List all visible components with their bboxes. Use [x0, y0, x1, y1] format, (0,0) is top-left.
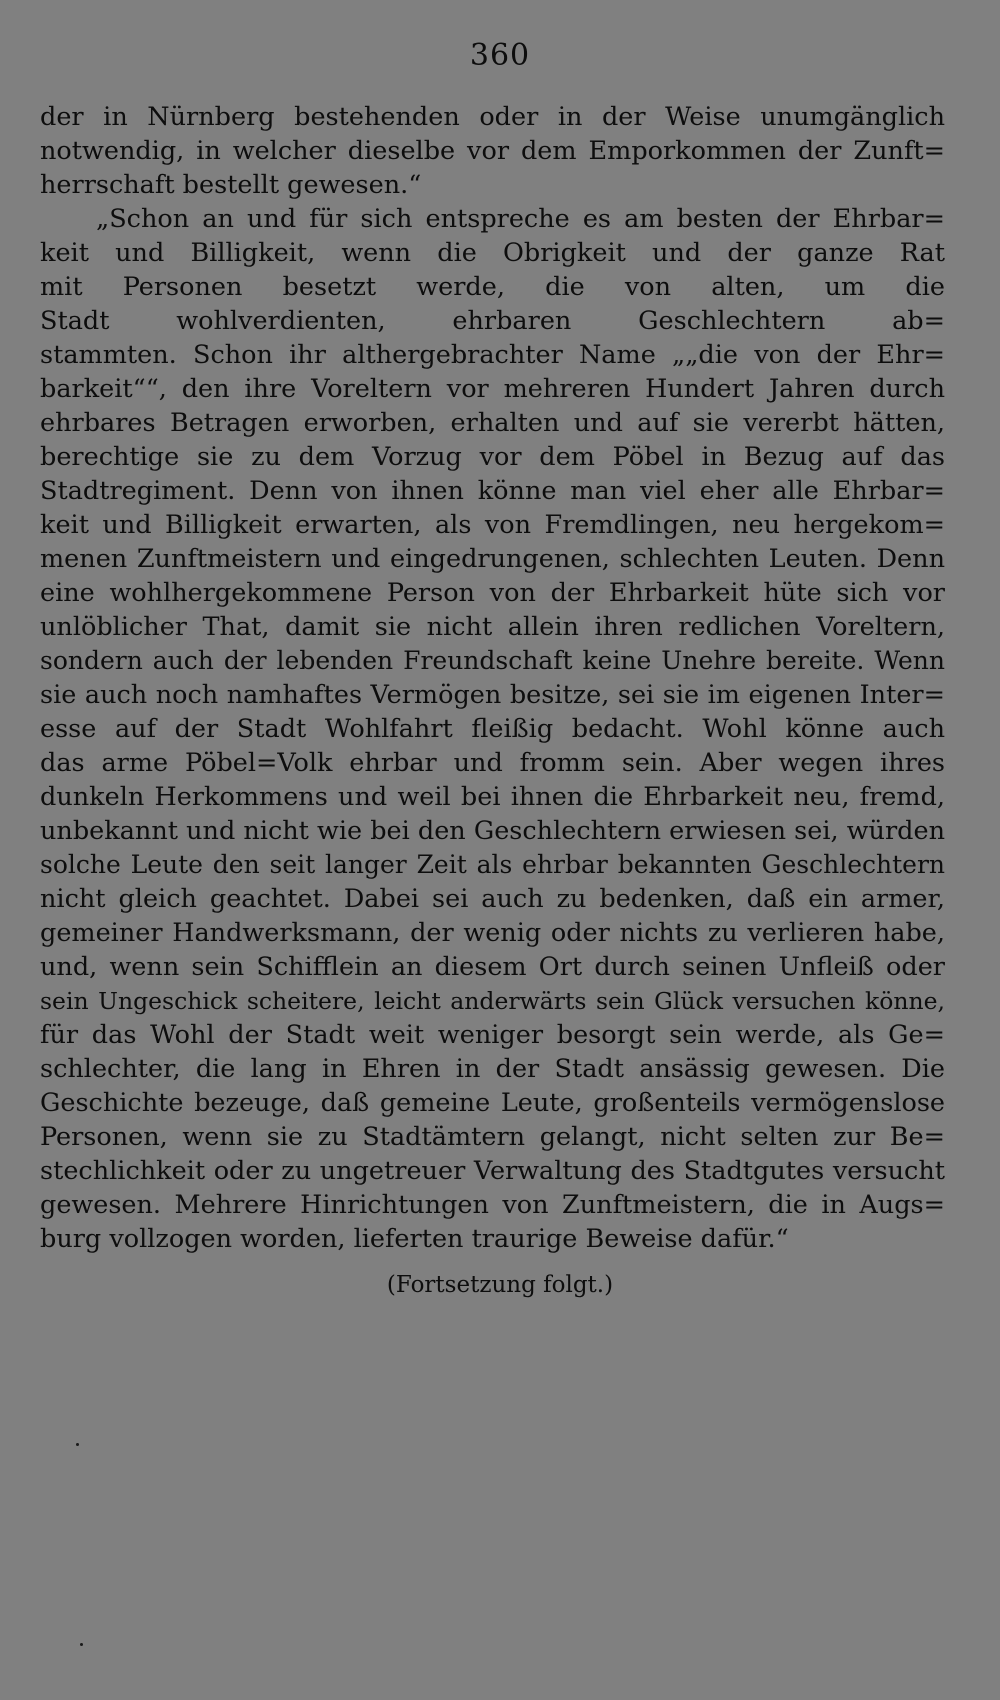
text-line: Stadtregiment. Denn von ihnen könne man viel eher alle Ehrbar=	[40, 476, 945, 506]
continuation-note: (Fortsetzung folgt.)	[386, 1272, 614, 1298]
page-number: 360	[469, 38, 531, 73]
text-line: notwendig, in welcher dieselbe vor dem Emporkommen der Zunft=	[40, 136, 945, 166]
text-line: sie auch noch namhaftes Vermögen besitze, sei sie im eigenen Inter=	[40, 680, 945, 710]
text-line: für das Wohl der Stadt weit weniger besorgt sein werde, als Ge=	[40, 1020, 945, 1050]
text-line: gewesen. Mehrere Hinrichtungen von Zunftmeistern, die in Augs=	[40, 1190, 945, 1220]
text-line: ehrbares Betragen erworben, erhalten und auf sie vererbt hätten,	[40, 408, 945, 438]
text-line: eine wohlhergekommene Person von der Ehrbarkeit hüte sich vor	[40, 578, 945, 608]
text-line: herrschaft bestellt gewesen.“	[40, 170, 422, 200]
text-line: esse auf der Stadt Wohlfahrt fleißig bedacht. Wohl könne auch	[40, 714, 945, 744]
text-line: solche Leute den seit langer Zeit als ehrbar bekannten Geschlechtern	[40, 850, 945, 879]
text-line: unlöblicher That, damit sie nicht allein ihren redlichen Voreltern,	[40, 612, 945, 642]
scan-speck	[76, 1443, 79, 1446]
text-line: Geschichte bezeuge, daß gemeine Leute, großenteils vermögenslose	[40, 1088, 945, 1118]
text-line: und, wenn sein Schifflein an diesem Ort durch seinen Unfleiß oder	[40, 952, 945, 982]
text-line: sondern auch der lebenden Freundschaft keine Unehre bereite. Wenn	[40, 646, 945, 675]
text-line: burg vollzogen worden, lieferten traurige Beweise dafür.“	[40, 1224, 789, 1254]
text-line: berechtige sie zu dem Vorzug vor dem Pöbel in Bezug auf das	[40, 442, 945, 472]
text-line: barkeit““, den ihre Voreltern vor mehreren Hundert Jahren durch	[40, 374, 945, 404]
text-line: gemeiner Handwerksmann, der wenig oder nichts zu verlieren habe,	[40, 918, 945, 948]
text-line: keit und Billigkeit erwarten, als von Fremdlingen, neu hergekom=	[40, 510, 945, 540]
scan-speck	[80, 1643, 83, 1646]
text-line: nicht gleich geachtet. Dabei sei auch zu bedenken, daß ein armer,	[40, 884, 945, 914]
text-line: sein Ungeschick scheitere, leicht anderwärts sein Glück versuchen könne,	[40, 987, 945, 1015]
text-line: stammten. Schon ihr althergebrachter Name „„die von der Ehr=	[40, 340, 945, 370]
text-line: menen Zunftmeistern und eingedrungenen, schlechten Leuten. Denn	[40, 544, 945, 574]
text-line: Personen, wenn sie zu Stadtämtern gelangt, nicht selten zur Be=	[40, 1122, 945, 1152]
text-line: keit und Billigkeit, wenn die Obrigkeit und der ganze Rat	[40, 238, 945, 268]
text-line: unbekannt und nicht wie bei den Geschlechtern erwiesen sei, würden	[40, 816, 945, 846]
text-line: Stadt wohlverdienten, ehrbaren Geschlechtern ab=	[40, 306, 945, 336]
text-line: schlechter, die lang in Ehren in der Stadt ansässig gewesen. Die	[40, 1054, 945, 1084]
text-line: der in Nürnberg bestehenden oder in der Weise unumgänglich	[40, 102, 945, 132]
text-line: dunkeln Herkommens und weil bei ihnen die Ehrbarkeit neu, fremd,	[40, 782, 945, 812]
text-line: mit Personen besetzt werde, die von alten, um die	[40, 272, 945, 302]
body-text	[40, 100, 945, 1256]
text-line: stechlichkeit oder zu ungetreuer Verwaltung des Stadtgutes versucht	[40, 1156, 945, 1186]
text-line: „Schon an und für sich entspreche es am besten der Ehrbar=	[96, 204, 945, 234]
text-line: das arme Pöbel=Volk ehrbar und fromm sein. Aber wegen ihres	[40, 748, 945, 778]
